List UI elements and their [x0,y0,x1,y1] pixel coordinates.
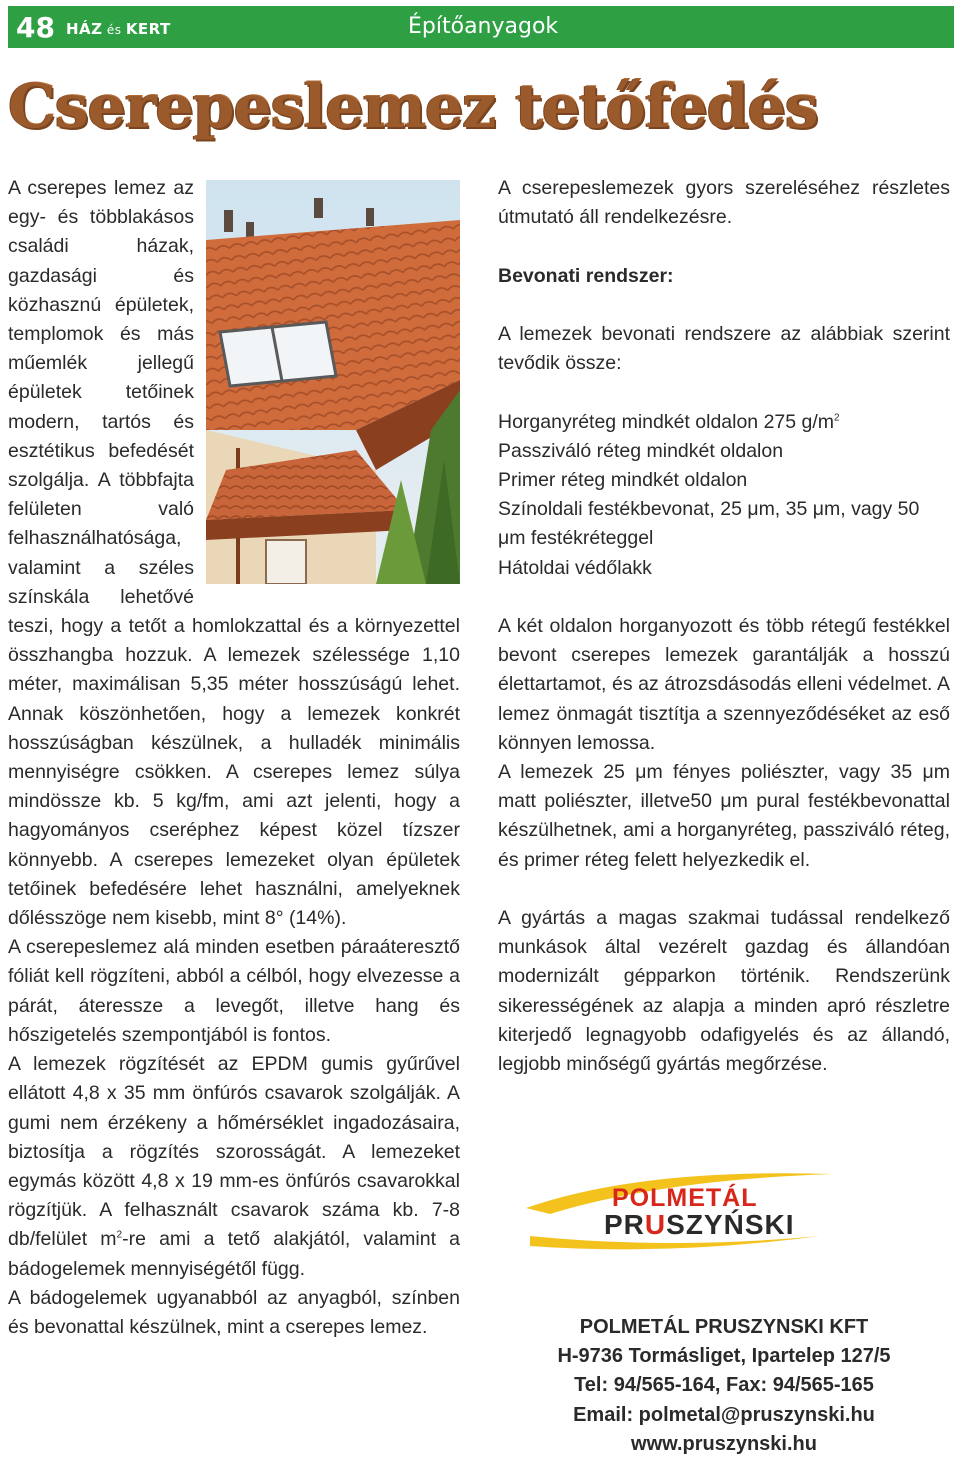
logo-line-2b: SZYŃSKI [666,1209,795,1240]
coating-list [498,408,950,583]
paragraph-fixing [8,1050,460,1284]
list-superscript: 2 [834,412,840,424]
svg-text:PRUSZYŃSKI [604,1209,795,1240]
left-column [8,174,460,1342]
logo-line-2u: U [644,1209,667,1240]
contact-block [498,1313,950,1459]
right-column [498,174,950,1079]
logo-line-2a: PR [604,1209,645,1240]
magazine-name-part-1: HÁZ [66,20,103,38]
magazine-name-part-2: KERT [125,20,171,38]
fixing-superscript: 2 [116,1229,123,1241]
list-item: Passziváló réteg mindkét oldalon [498,439,784,462]
paragraph-intro: A cserepes lemez az egy- és többlakásos családi házak, gazdasági és közhasznú épületek, templomok és más műemlék jellegű épületek tetőinek modern, tartós és esztétikus befedését szolgálja. A többfajta felületen való felhasználhatósága, valamint a széles színskála lehetővé teszi, hogy a tetőt a homlokzattal és a környezettel összhangba hozzuk. A lemezek szélessége 1,10 méter, maximálisan 5,35 méter hosszúságú lehet. Annak köszönhetően, hogy a lemezek konkrét hosszúságban készülnek, a hulladék minimális mennyiségre csökken. A cserepes lemez súlya mindössze kb. 5 kg/fm, ami azt jelenti, hogy a hagyományos cseréphez képest közel tízszer könnyebb. A cserepes lemezeket olyan épületek tetőinek befedésére lehet használni, amelyeknek dőlésszöge nem kisebb, mint 8° (14%). [8,177,460,930]
list-item: Primer réteg mindkét oldalon [498,468,748,491]
coating-heading: Bevonati rendszer: [498,264,674,287]
list-item: Színoldali festékbevonat, 25 μm, 35 μm, vagy 50 μm festékréteggel [498,498,920,550]
list-item: Horganyréteg mindkét oldalon 275 $g/m^2$ [498,410,840,433]
coating-intro: A lemezek bevonati rendszere az alábbiak szerint tevődik össze: [498,322,950,375]
magazine-name-es: és [102,23,126,37]
article-title: Cserepeslemez tetőfedés [8,72,818,142]
paragraph-durability: A két oldalon horganyozott és több rétegű festékkel bevont cserepes lemezek garantálják a hosszú élettartamot, és az átrozsdásodás elleni védelmet. A lemez önmagát tisztítja a szennyeződéséket az eső könnyen lemossa. [498,614,950,754]
paragraph-flashing: A bádogelemek ugyanabból az anyagból, színben és bevonattal készülnek, mint a cserepes lemez. [8,1286,460,1338]
company-name: POLMETÁL PRUSZYNSKI KFT [579,1316,869,1338]
company-website: www.pruszynski.hu [631,1432,817,1455]
paragraph-underlay: A cserepeslemez alá minden esetben páraáteresztő fóliát kell rögzíteni, abból a célból, hogy elvezesse a párát, áteressze a levegőt, illetve hang és hőszigetelés szempontjából is fontos. [8,936,460,1046]
fixing-text-start: A lemezek rögzítését az EPDM gumis gyűrűvel ellátott 4,8 x 35 mm önfúrós csavarok szolgálják. A gumi nem érzékeny a hőmérséklet ingadozásaira, biztosítja a rögzítés szorosságát. A lemezeket egymás között 4,8 x 19 mm-es önfúrós csavarokkal rögzítjük. A felhasznált csavarok száma kb. 7-8 db/felület m [8,1053,460,1251]
section-title: Építőanyagok [408,14,559,39]
company-phone: Tel: 94/565-164, Fax: 94/565-165 [574,1374,874,1397]
page-number: 48 [16,11,55,44]
magazine-name [66,20,171,38]
polmetal-logo [520,1166,838,1254]
company-address: H-9736 Tormásliget, Ipartelep 127/5 [557,1345,891,1368]
paragraph-finishes: A lemezek 25 μm fényes poliészter, vagy 35 μm matt poliészter, illetve50 μm pural festékbevonattal készülhetnek, ami a horganyréteg, passziváló réteg, és primer réteg felett helyezkedik el. [498,761,950,871]
list-item: Hátoldai védőlakk [498,556,652,579]
logo-line-1: POLMETÁL [612,1184,758,1212]
paragraph-installation: A cserepeslemezek gyors szereléséhez részletes útmutató áll rendelkezésre. [498,177,950,229]
company-email: Email: polmetal@pruszynski.hu [573,1403,875,1426]
fixing-text-end: -re ami a tető alakjától, valamint a bádogelemek mennyiségétől függ. [8,1228,460,1280]
roof-photo [206,180,460,584]
header-bar [8,6,954,48]
paragraph-production: A gyártás a magas szakmai tudással rendelkező munkások által vezérelt gazdag és állandóan modernizált gépparkon történik. Rendszerünk sikerességének az alapja a minden apró részletre kiterjedő legnagyobb odafigyelés és az állandó, legjobb minőségű gyártás megőrzése. [498,907,950,1076]
